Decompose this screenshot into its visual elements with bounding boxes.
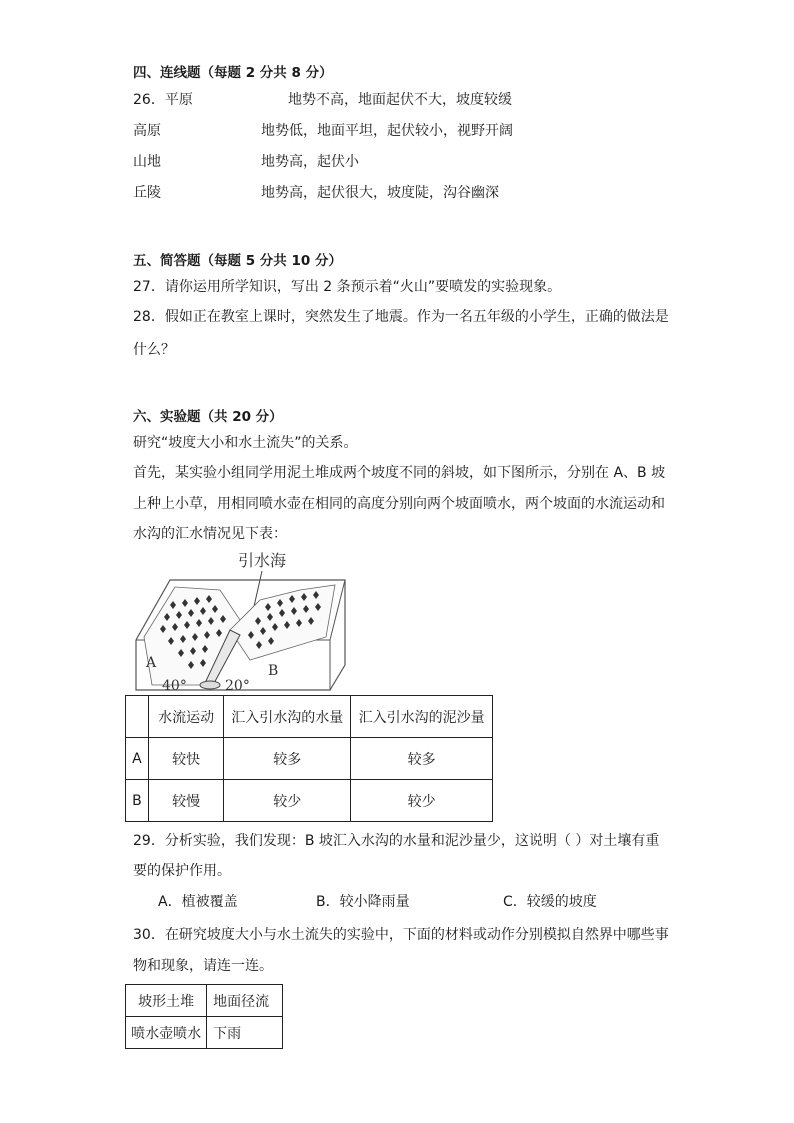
trench-outlet (200, 681, 220, 689)
table-cell: 较多 (224, 738, 351, 780)
table-cell: 较多 (351, 738, 493, 780)
table-row (126, 738, 493, 780)
table-cell: A (126, 738, 149, 780)
q29-option-c[interactable]: C．较缓的坡度 (503, 894, 597, 910)
q26-left-item-4: 丘陵 (133, 185, 161, 201)
section4-heading: 四、连线题（每题 2 分共 8 分） (133, 65, 333, 81)
q26-right-item-1: 地势不高，地面起伏不大，坡度较缓 (288, 92, 512, 108)
table-cell[interactable]: 地面径流 (207, 985, 283, 1017)
q27-text: 27．请你运用所学知识，写出 2 条预示着“火山”要喷发的实验现象。 (133, 279, 562, 295)
figure-angle-b: 20° (225, 678, 250, 694)
table-header-cell: 汇入引水沟的水量 (224, 696, 351, 738)
table-cell: 较慢 (148, 780, 223, 822)
experiment-paragraph-line3: 水沟的汇水情况见下表： (133, 526, 287, 542)
table-cell: 较快 (148, 738, 223, 780)
table-header-row (126, 696, 493, 738)
table-cell[interactable]: 喷水壶喷水 (126, 1017, 207, 1049)
q26-left-item-2: 高原 (133, 123, 161, 139)
q29-text-line1: 29．分析实验，我们发现：B 坡汇入水沟的水量和泥沙量少，这说明（ ）对土壤有重 (133, 833, 660, 849)
table-header-cell: 水流运动 (148, 696, 223, 738)
q29-text-line2: 要的保护作用。 (133, 863, 231, 879)
q26-number: 26． (133, 92, 165, 108)
q26-left-item-1: 26．平原 (133, 92, 193, 108)
table-row (126, 780, 493, 822)
table-row (126, 1017, 283, 1049)
experiment-paragraph-line1: 首先，某实验小组同学用泥土堆成两个坡度不同的斜坡，如下图所示，分别在 A、B 坡 (133, 465, 666, 481)
figure-angle-a: 40° (162, 678, 187, 694)
figure-label-top: 引水海 (238, 551, 287, 570)
table-cell: 较少 (224, 780, 351, 822)
matching-table (125, 984, 283, 1049)
table-cell[interactable]: 下雨 (207, 1017, 283, 1049)
q29-option-a[interactable]: A．植被覆盖 (158, 894, 238, 910)
table-cell[interactable]: 坡形土堆 (126, 985, 207, 1017)
section5-heading: 五、简答题（每题 5 分共 10 分） (133, 253, 342, 269)
q26-right-item-3: 地势高，起伏小 (261, 154, 359, 170)
section6-heading: 六、实验题（共 20 分） (133, 409, 283, 425)
q28-text-line2: 什么？ (133, 342, 175, 358)
q28-text-line1: 28．假如正在教室上课时，突然发生了地震。作为一名五年级的小学生，正确的做法是 (133, 309, 669, 325)
table-header-cell: 汇入引水沟的泥沙量 (351, 696, 493, 738)
q29-option-b[interactable]: B．较小降雨量 (316, 894, 410, 910)
experiment-intro: 研究“坡度大小和水土流失”的关系。 (133, 435, 358, 451)
table-row (126, 985, 283, 1017)
q26-left-item-3: 山地 (133, 154, 161, 170)
figure-label-a: A (146, 655, 157, 671)
slope-experiment-figure (130, 545, 355, 695)
slope-b-surface (230, 585, 335, 660)
q26-right-item-4: 地势高，起伏很大，坡度陡，沟谷幽深 (261, 185, 499, 201)
table-header-cell (126, 696, 149, 738)
slope-a-surface (144, 587, 240, 685)
q30-text-line1: 30．在研究坡度大小与水土流失的实验中，下面的材料或动作分别模拟自然界中哪些事 (133, 927, 669, 943)
figure-label-b: B (268, 663, 279, 679)
experiment-results-table (125, 695, 493, 822)
q30-text-line2: 物和现象，请连一连。 (133, 958, 273, 974)
q26-right-item-2: 地势低，地面平坦，起伏较小，视野开阔 (261, 123, 513, 139)
experiment-paragraph-line2: 上种上小草，用相同喷水壶在相同的高度分别向两个坡面喷水，两个坡面的水流运动和 (133, 496, 665, 512)
table-cell: B (126, 780, 149, 822)
table-cell: 较少 (351, 780, 493, 822)
